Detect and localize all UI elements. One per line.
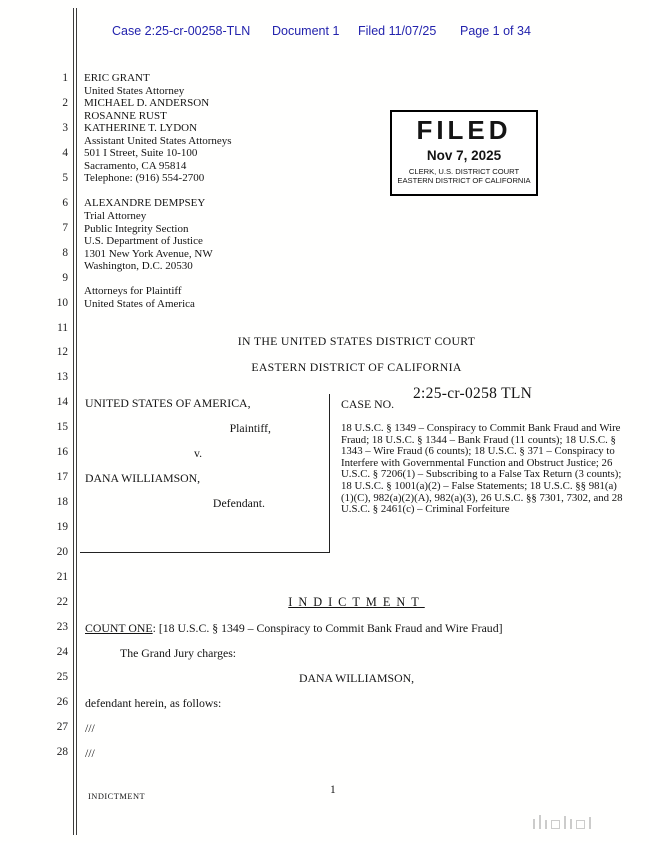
attorney-line: United States of America: [84, 297, 195, 310]
versus-mark: v.: [194, 446, 203, 460]
attorney-line: Attorneys for Plaintiff: [84, 285, 182, 298]
header-case-number: Case 2:25-cr-00258-TLN: [112, 24, 251, 38]
defendant-name: DANA WILLIAMSON,: [85, 471, 201, 485]
attorney-block: [84, 72, 344, 310]
attorney-line: [84, 273, 344, 286]
attorney-line: Washington, D.C. 20530: [84, 260, 193, 273]
line-number: 18: [56, 496, 68, 509]
count-one-text: : [18 U.S.C. § 1349 – Conspiracy to Commit Bank Fraud and Wire Fraud]: [152, 621, 503, 635]
grand-jury-line: The Grand Jury charges:: [120, 646, 237, 660]
court-title-line1: IN THE UNITED STATES DISTRICT COURT: [237, 334, 476, 348]
case-number-value: 2:25-cr-0258 TLN: [413, 385, 533, 402]
line-number: 5: [62, 171, 68, 184]
line-number: 21: [56, 571, 68, 583]
line-number: 6: [62, 196, 68, 209]
attorney-line: Trial Attorney: [84, 210, 147, 223]
filed-stamp-clerk: [392, 167, 536, 185]
line-number: 27: [56, 720, 68, 733]
caption-bottom-rule: [80, 552, 330, 553]
line-number: 11: [57, 321, 68, 334]
attorney-line: U.S. Department of Justice: [84, 235, 203, 248]
line-number: 23: [56, 620, 68, 633]
line-number: 22: [56, 595, 68, 608]
line-number: 28: [56, 745, 68, 758]
count-one-label: COUNT ONE: [85, 621, 153, 635]
line-number: 4: [62, 146, 68, 159]
indictment-heading-text: INDICTMENT: [288, 595, 425, 609]
count-one-line: [85, 621, 503, 636]
pleading-double-rule: [73, 8, 77, 835]
line-number: 1: [62, 72, 68, 84]
watermark: [533, 811, 629, 833]
line-number: 20: [56, 546, 68, 559]
footer-document-label: INDICTMENT: [88, 792, 146, 801]
line-number: 7: [62, 221, 68, 234]
line-number: 14: [56, 396, 68, 409]
defendant-role: Defendant.: [212, 496, 265, 510]
attorney-line: Assistant United States Attorneys: [84, 134, 232, 147]
case-number-label: CASE NO.: [341, 397, 395, 411]
line-number: 17: [56, 471, 68, 484]
attorney-line: ROSANNE RUST: [84, 109, 167, 122]
plaintiff-name: UNITED STATES OF AMERICA,: [85, 396, 251, 410]
charges-list: 18 U.S.C. § 1349 – Conspiracy to Commit Bank Fraud and Wire Fraud; 18 U.S.C. § 1344 – Bank Fraud (11 counts); 18 U.S.C. § 1343 – Wire Fraud (6 counts); 18 U.S.C. § 371 – Conspiracy to Interfere with Governmental Function and Obstruct Justice; 26 U.S.C. § 7206(1) – Subscribing to a False Tax Return (3 counts); 18 U.S.C. § 1001(a)(2) – False Statements; 18 U.S.C. §§ 981(a)(1)(C), 982(a)(2)(A), 982(a)(3), 26 U.S.C. §§ 7301, 7302, and 28 U.S.C. § 2461(c) – Criminal Forfeiture: [341, 422, 623, 516]
footer-page-number: 1: [330, 784, 336, 796]
header-page-count: Page 1 of 34: [460, 24, 531, 38]
filed-stamp-title: FILED: [416, 115, 512, 145]
attorney-line: [84, 185, 344, 198]
attorney-line: United States Attorney: [84, 84, 185, 97]
line-number: 12: [56, 346, 68, 359]
attorney-line: 1301 New York Avenue, NW: [84, 247, 213, 260]
line-number: 8: [62, 246, 68, 259]
line-number: 13: [56, 371, 68, 384]
attorney-line: ALEXANDRE DEMPSEY: [84, 197, 206, 210]
filed-stamp-clerk-line1: CLERK, U.S. DISTRICT COURT: [408, 167, 520, 176]
line-number: 10: [56, 296, 68, 309]
line-number: 19: [56, 521, 68, 534]
defendant-herein-line: defendant herein, as follows:: [85, 696, 222, 710]
line-number: 9: [62, 271, 68, 284]
slash-placeholder-2: ///: [85, 746, 95, 760]
attorney-line: Sacramento, CA 95814: [84, 159, 187, 172]
filed-stamp-clerk-line2: EASTERN DISTRICT OF CALIFORNIA: [397, 176, 531, 186]
attorney-line: Public Integrity Section: [84, 222, 189, 235]
plaintiff-role: Plaintiff,: [229, 421, 271, 435]
line-number: 26: [56, 695, 68, 708]
attorney-line: Telephone: (916) 554-2700: [84, 172, 205, 185]
indictment-heading: [84, 595, 629, 610]
header-filed-date: Filed 11/07/25: [358, 24, 437, 38]
attorney-line: KATHERINE T. LYDON: [84, 122, 198, 135]
slash-placeholder-1: ///: [85, 721, 95, 735]
attorney-line: 501 I Street, Suite 10-100: [84, 147, 198, 160]
line-number: 3: [62, 121, 68, 134]
line-number: 2: [62, 96, 68, 109]
attorney-line: MICHAEL D. ANDERSON: [84, 97, 210, 110]
filed-stamp-date: Nov 7, 2025: [426, 148, 502, 163]
line-number: 16: [56, 446, 68, 459]
court-title-line2: EASTERN DISTRICT OF CALIFORNIA: [251, 360, 462, 374]
line-number: 24: [56, 645, 68, 658]
header-document: Document 1: [272, 24, 340, 38]
attorney-line: ERIC GRANT: [84, 72, 150, 84]
caption-parties-box: [84, 394, 330, 552]
line-number: 25: [56, 670, 68, 683]
filed-stamp: [390, 110, 538, 196]
defendant-name-center: DANA WILLIAMSON,: [298, 671, 415, 685]
line-number: 15: [56, 421, 68, 434]
